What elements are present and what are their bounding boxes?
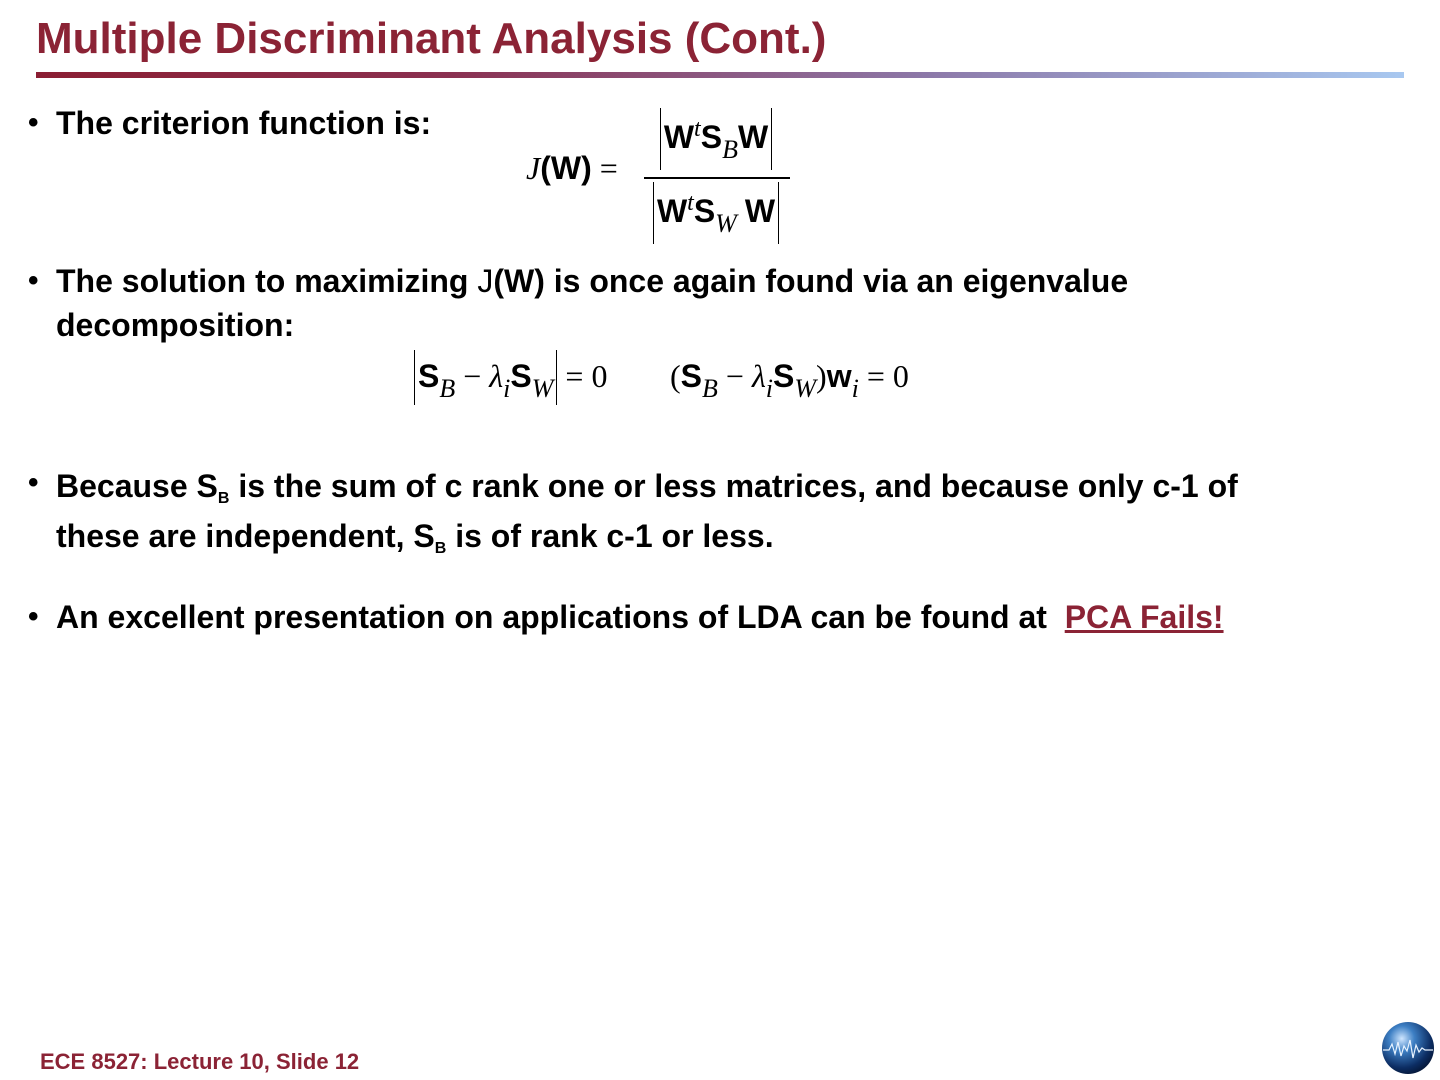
bullet-marker: • (28, 106, 39, 139)
numerator-determinant: $W^tS_BW$ (660, 108, 772, 170)
fraction-bar (644, 177, 790, 179)
bullet-marker: • (28, 466, 39, 499)
slide-title: Multiple Discriminant Analysis (Cont.) (36, 14, 827, 63)
eigen-vector-equation: $(S_B - \lambda_iS_W)w_i = 0$ (670, 358, 909, 403)
bullet-rank: Because $S_B$ is the sum of c rank one or less matrices, and because only c-1 of these are independent, $S_B$ is of rank c-1 or less. (56, 468, 1238, 557)
eigen-determinant-equation: $S_B - \lambda_iS_W = 0$ (414, 350, 607, 405)
denominator-determinant: $W^tS_W$ W (653, 182, 779, 244)
bullet-presentation: An excellent presentation on applications of LDA can be found at PCA Fails! (56, 599, 1224, 635)
title-divider (36, 72, 1404, 78)
globe-logo-icon (1380, 1020, 1436, 1076)
bullet-criterion: The criterion function is: (56, 105, 432, 141)
bullet-solution: The solution to maximizing J(W) is once again found via an eigenvalue decomposition: (56, 263, 1129, 343)
criterion-lhs: J(W) = (526, 150, 618, 186)
pca-fails-link[interactable]: PCA Fails! (1064, 599, 1224, 635)
bullet-marker: • (28, 600, 39, 633)
slide-footer: ECE 8527: Lecture 10, Slide 12 (40, 1049, 360, 1074)
bullet-marker: • (28, 264, 39, 297)
